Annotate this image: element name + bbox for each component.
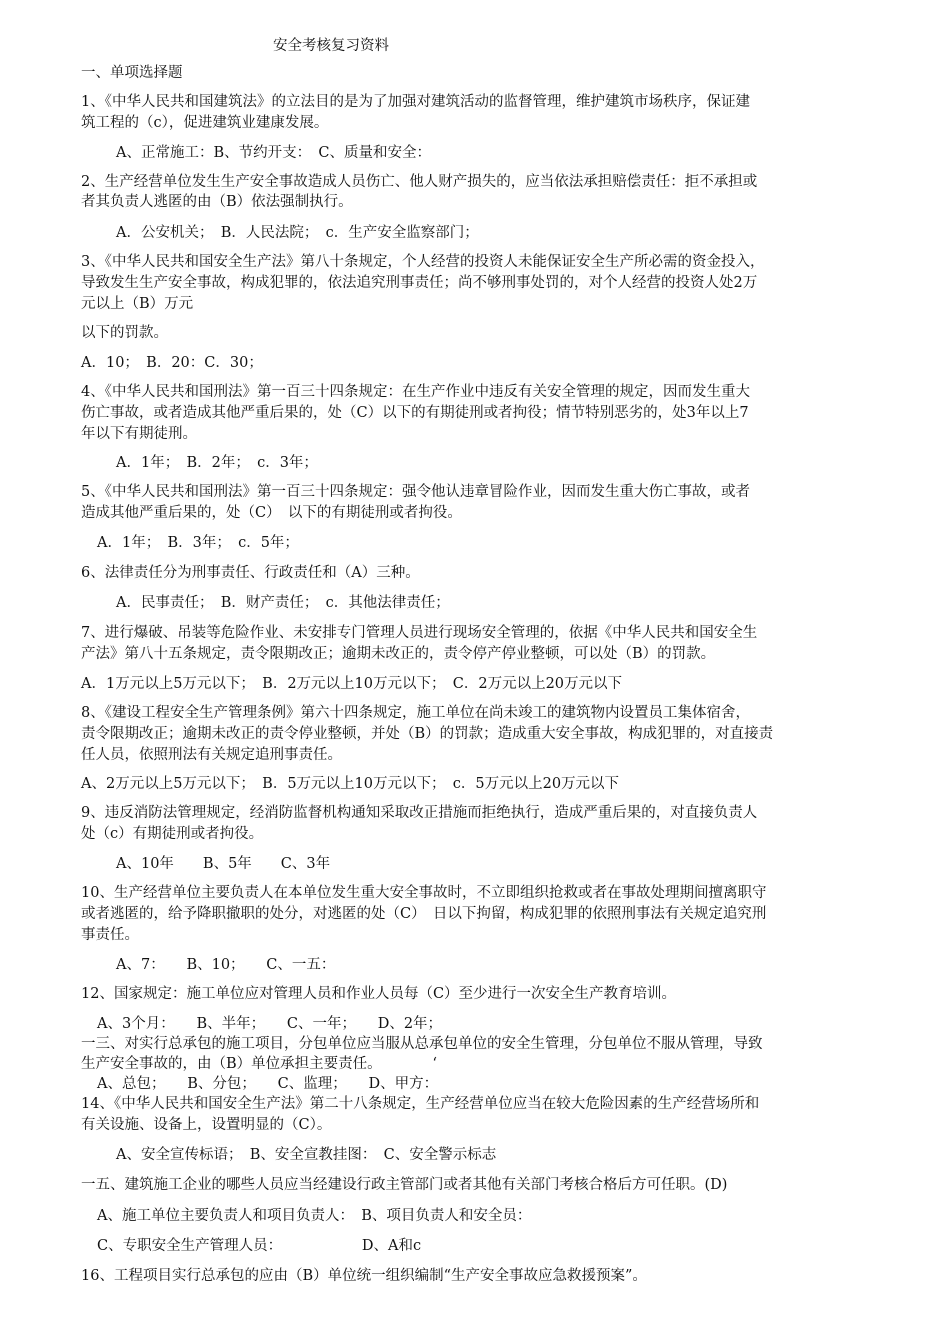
q2-text: 2、生产经营单位发生生产安全事故造成人员伤亡、他人财产损失的，应当依法承担赔偿责任：拒不承担或: [81, 174, 758, 190]
q14-options: A、安全宣传标语； B、安全宣教挂图： C、安全警示标志: [116, 1147, 497, 1163]
q1-text: 1、《中华人民共和国建筑法》的立法目的是为了加强对建筑活动的监督管理，维护建筑市场秩序，保证建: [81, 94, 750, 110]
q10-text: 事责任。: [81, 927, 139, 943]
q7-options: A．1万元以上5万元以下； B．2万元以上10万元以下； C．2万元以上20万元以下: [81, 676, 623, 692]
q15-options: A、施工单位主要负责人和项目负责人： B、项目负责人和安全员：: [97, 1208, 532, 1224]
q15-options: C、专职安全生产管理人员： D、A和c: [97, 1238, 422, 1254]
document-title: 安全考核复习资料: [273, 38, 389, 54]
q13-options: A、总包； B、分包； C、监理； D、甲方：: [97, 1076, 439, 1092]
q5-text: 造成其他严重后果的，处（C） 以下的有期徒刑或者拘役。: [81, 505, 462, 521]
q8-text: 责令限期改正；逾期未改正的责令停业整顿，并处（B）的罚款；造成重大安全事故，构成犯罪的，对直接责: [81, 726, 774, 742]
q15-text: 一五、建筑施工企业的哪些人员应当经建设行政主管部门或者其他有关部门考核合格后方可任职。(D): [81, 1177, 728, 1193]
q8-text: 8、《建设工程安全生产管理条例》第六十四条规定，施工单位在尚未竣工的建筑物内设置员工集体宿舍，: [81, 705, 750, 721]
section-heading: 一、单项选择题: [81, 65, 183, 81]
q6-text: 6、法律责任分为刑事责任、行政责任和（A）三种。: [81, 565, 420, 581]
q2-options: A．公安机关； B．人民法院； c．生产安全监察部门；: [116, 225, 479, 241]
q10-text: 或者逃匿的，给予降职撤职的处分，对逃匿的处（C） 日以下拘留，构成犯罪的依照刑事法有关规定追究刑: [81, 906, 767, 922]
q13-text: 一三、对实行总承包的施工项目，分包单位应当服从总承包单位的安全生管理，分包单位不服从管理，导致: [81, 1036, 763, 1052]
q4-text: 4、《中华人民共和国刑法》第一百三十四条规定：在生产作业中违反有关安全管理的规定，因而发生重大: [81, 384, 750, 400]
q8-options: A、2万元以上5万元以下； B．5万元以上10万元以下； c．5万元以上20万元以下: [81, 776, 620, 792]
q4-options: A．1年； B．2年； c．3年；: [116, 455, 318, 471]
q3-options: A．10； B．20：C．30；: [81, 355, 263, 371]
q6-options: A．民事责任； B．财产责任； c．其他法律责任；: [116, 595, 450, 611]
q5-options: A．1年； B．3年； c．5年；: [97, 535, 299, 551]
q13-text: 生产安全事故的，由（B）单位承担主要责任。 ‘: [81, 1056, 438, 1072]
q12-text: 12、国家规定：施工单位应对管理人员和作业人员每（C）至少进行一次安全生产教育培训。: [81, 986, 677, 1002]
q10-options: A、7： B、10； C、一五：: [116, 957, 336, 973]
q16-text: 16、工程项目实行总承包的应由（B）单位统一组织编制“生产安全事故应急救援预案”。: [81, 1268, 647, 1284]
q7-text: 产法》第八十五条规定，责令限期改正；逾期未改正的，责令停产停业整顿，可以处（B）的罚款。: [81, 646, 716, 662]
q2-text: 者其负责人逃匿的由（B）依法强制执行。: [81, 194, 353, 210]
q9-options: A、10年 B、5年 C、3年: [116, 856, 331, 872]
q7-text: 7、进行爆破、吊装等危险作业、未安排专门管理人员进行现场安全管理的，依据《中华人民共和国安全生: [81, 625, 758, 641]
q1-options: A、正常施工：B、节约开支： C、质量和安全：: [116, 145, 431, 161]
q14-text: 14、《中华人民共和国安全生产法》第二十八条规定，生产经营单位应当在较大危险因素的生产经营场所和: [81, 1096, 760, 1112]
q3-text: 导致发生生产安全事故，构成犯罪的，依法追究刑事责任；尚不够刑事处罚的，对个人经营的投资人处2万: [81, 275, 758, 291]
q4-text: 年以下有期徒刑。: [81, 426, 197, 442]
q3-text: 以下的罚款。: [81, 325, 168, 341]
q9-text: 处（c）有期徒刑或者拘役。: [81, 826, 264, 842]
q3-text: 3、《中华人民共和国安全生产法》第八十条规定，个人经营的投资人未能保证安全生产所必需的资金投入，: [81, 254, 765, 270]
q5-text: 5、《中华人民共和国刑法》第一百三十四条规定：强令他认违章冒险作业，因而发生重大伤亡事故，或者: [81, 484, 750, 500]
q4-text: 伤亡事故，或者造成其他严重后果的，处（C）以下的有期徒刑或者拘役；情节特别恶劣的，处3年以上7: [81, 405, 749, 421]
q10-text: 10、生产经营单位主要负责人在本单位发生重大安全事故时，不立即组织抢救或者在事故处理期间擅离职守: [81, 885, 767, 901]
q12-options: A、3个月： B、半年； C、一年； D、2年；: [97, 1016, 443, 1032]
q8-text: 任人员，依照刑法有关规定追刑事责任。: [81, 747, 342, 763]
q9-text: 9、违反消防法管理规定，经消防监督机构通知采取改正措施而拒绝执行，造成严重后果的，对直接负责人: [81, 805, 758, 821]
q3-text: 元以上（B）万元: [81, 296, 194, 312]
q1-text: 筑工程的（c），促进建筑业建康发展。: [81, 115, 329, 131]
q14-text: 有关设施、设备上，设置明显的（C）。: [81, 1117, 332, 1133]
